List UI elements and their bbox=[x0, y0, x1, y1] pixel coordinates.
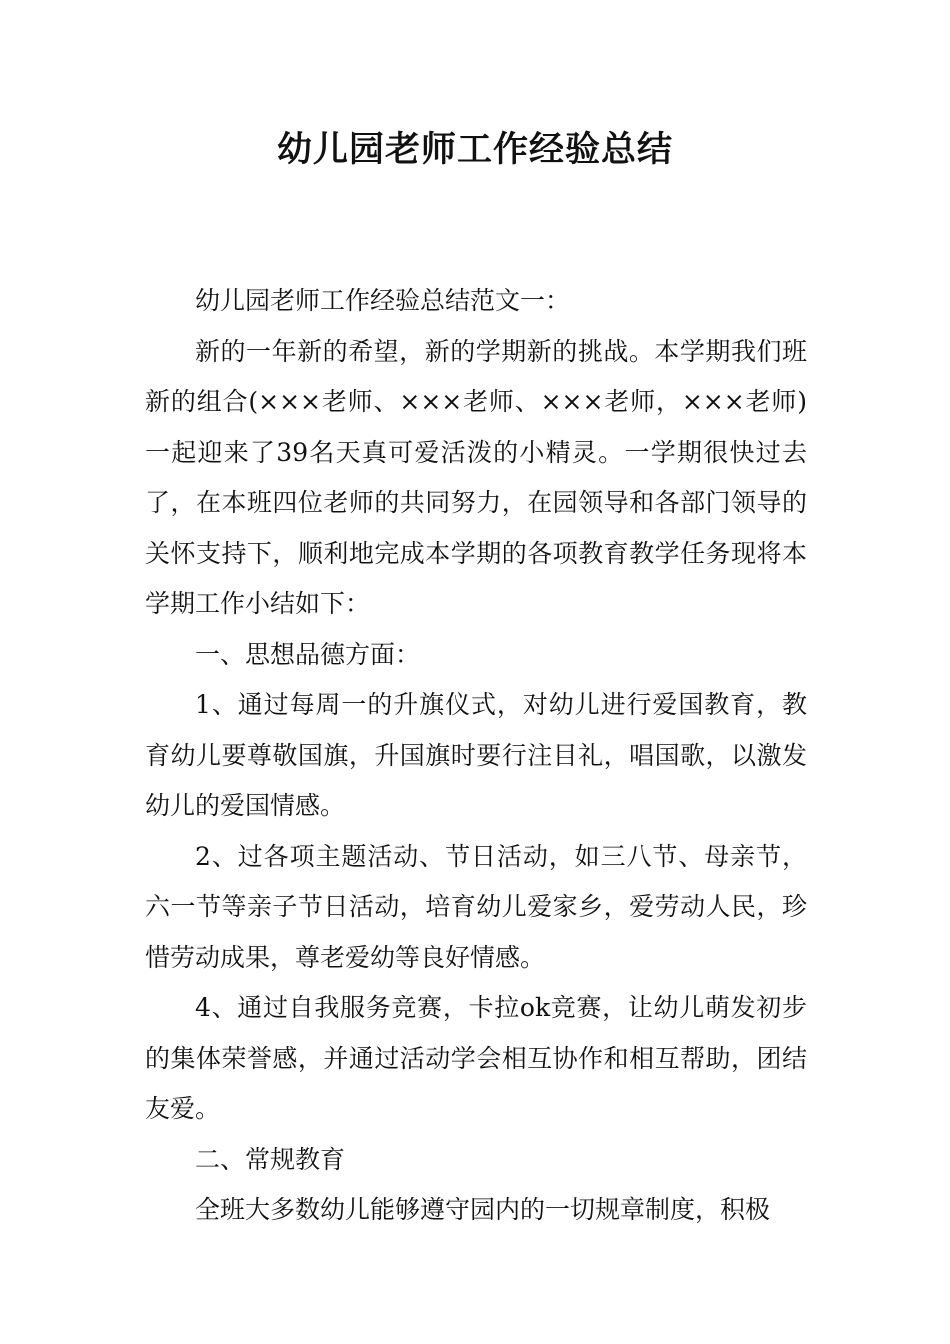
paragraph-item-1: 1、通过每周一的升旗仪式，对幼儿进行爱国教育，教育幼儿要尊敬国旗，升国旗时要行注目礼，唱国歌，以激发幼儿的爱国情感。 bbox=[145, 690, 807, 820]
paragraph-item-4: 4、通过自我服务竞赛，卡拉ok竞赛，让幼儿萌发初步的集体荣誉感，并通过活动学会相互协作和相互帮助，团结友爱。 bbox=[145, 993, 807, 1123]
section-heading-moral: 一、思想品德方面： bbox=[195, 639, 421, 669]
paragraph-item-2: 2、过各项主题活动、节日活动，如三八节、母亲节，六一节等亲子节日活动，培育幼儿爱家乡，爱劳动人民，珍惜劳动成果，尊老爱幼等良好情感。 bbox=[145, 841, 807, 972]
paragraph-new-semester: 新的一年新的希望，新的学期新的挑战。本学期我们班新的组合(×××老师、×××老师、×××老师，×××老师)一起迎来了39名天真可爱活泼的小精灵。一学期很快过去了，在本班四位老师的共同努力，在园领导和各部门领导的关怀支持下，顺利地完成本学期的各项教育教学任务现将本学期工作小结如下： bbox=[145, 336, 807, 618]
section-heading-routine: 二、常规教育 bbox=[195, 1144, 346, 1174]
paragraph-intro: 幼儿园老师工作经验总结范文一： bbox=[195, 286, 571, 315]
document-title: 幼儿园老师工作经验总结 bbox=[276, 130, 673, 170]
paragraph-routine: 全班大多数幼儿能够遵守园内的一切规章制度，积极 bbox=[195, 1195, 771, 1224]
document-body bbox=[145, 276, 807, 1236]
